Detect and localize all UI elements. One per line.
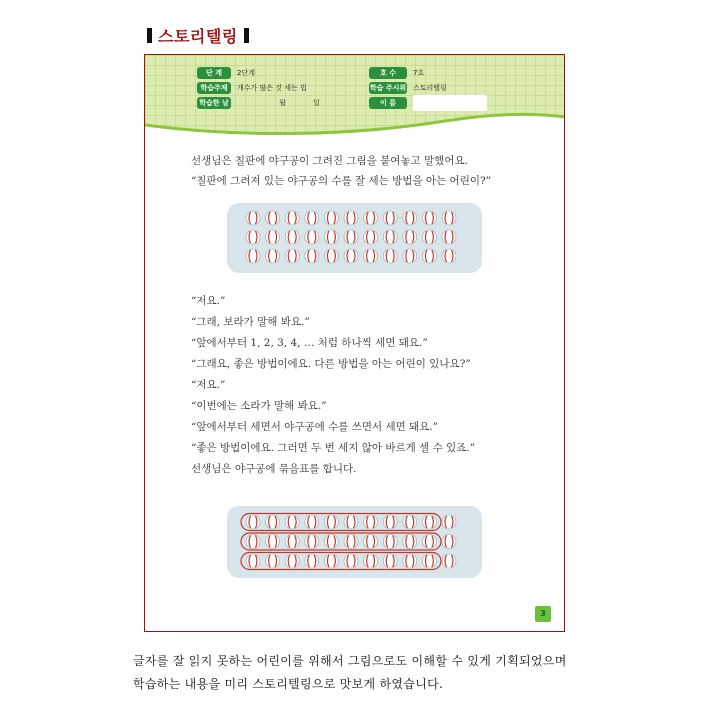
baseball-icon — [383, 554, 397, 568]
dialogue-line: “앞에서부터 1, 2, 3, 4, … 처럼 하나씩 세면 돼요.” — [191, 337, 428, 349]
baseball-icon — [266, 249, 280, 263]
baseball-icon — [442, 249, 456, 263]
baseball-grid — [227, 203, 482, 273]
baseball-icon — [305, 230, 319, 244]
baseball-icon — [285, 535, 299, 549]
baseball-icon — [442, 554, 456, 568]
baseball-icon — [344, 211, 358, 225]
baseball-icon — [285, 249, 299, 263]
baseball-icon — [246, 515, 260, 529]
baseball-icon — [324, 554, 338, 568]
baseball-icon — [246, 554, 260, 568]
baseball-icon — [383, 211, 397, 225]
grouped-baseball-grid — [227, 506, 482, 578]
topic-tag: 학습주제 — [197, 82, 231, 94]
baseball-icon — [422, 515, 436, 529]
title-bar-left — [147, 28, 152, 43]
time-value: 스토리텔링 — [413, 84, 447, 92]
baseball-icon — [344, 535, 358, 549]
baseball-icon — [324, 515, 338, 529]
baseball-icon — [383, 515, 397, 529]
baseball-grid-svg — [227, 203, 482, 273]
baseball-icon — [285, 211, 299, 225]
baseball-icon — [344, 230, 358, 244]
baseball-icon — [344, 554, 358, 568]
issue-tag: 호 수 — [369, 67, 407, 79]
baseball-icon — [442, 535, 456, 549]
dialogue-line: “좋은 방법이에요. 그러면 두 번 세지 않아 바르게 셀 수 있죠.” — [191, 442, 476, 454]
stage-tag: 단 계 — [197, 67, 231, 79]
baseball-icon — [442, 515, 456, 529]
baseball-icon — [246, 211, 260, 225]
baseball-icon — [364, 230, 378, 244]
dialogue-line: “앞에서부터 세면서 야구공에 수를 쓰면서 세면 돼요.” — [191, 421, 439, 433]
baseball-icon — [364, 211, 378, 225]
baseball-icon — [422, 535, 436, 549]
name-field[interactable] — [413, 95, 487, 111]
caption-line: 글자를 잘 읽지 못하는 어린이를 위해서 그림으로도 이해할 수 있게 기획되었으며 — [133, 654, 567, 668]
baseball-icon — [266, 211, 280, 225]
baseball-icon — [442, 230, 456, 244]
baseball-icon — [364, 515, 378, 529]
month-label: 월 — [279, 99, 286, 107]
title-bar-right — [244, 28, 249, 43]
topic-value: 개수가 많은 것 세는 법 — [237, 84, 307, 92]
baseball-icon — [324, 249, 338, 263]
baseball-icon — [403, 535, 417, 549]
baseball-icon — [266, 554, 280, 568]
dialogue-line: “저요.” — [191, 295, 226, 307]
baseball-icon — [403, 515, 417, 529]
baseball-icon — [266, 230, 280, 244]
issue-value: 7호 — [413, 69, 425, 77]
baseball-icon — [266, 515, 280, 529]
baseball-icon — [246, 249, 260, 263]
baseball-icon — [305, 535, 319, 549]
baseball-icon — [266, 535, 280, 549]
baseball-icon — [403, 554, 417, 568]
baseball-icon — [364, 535, 378, 549]
baseball-icon — [344, 515, 358, 529]
stage-value: 2단계 — [237, 69, 255, 77]
baseball-icon — [422, 230, 436, 244]
dialogue-line: “이번에는 소라가 말해 봐요.” — [191, 400, 327, 412]
name-tag: 이 름 — [369, 97, 407, 109]
header-wave — [145, 107, 564, 147]
baseball-icon — [324, 211, 338, 225]
baseball-icon — [403, 230, 417, 244]
baseball-icon — [344, 249, 358, 263]
grouped-baseball-grid-svg — [227, 506, 482, 578]
baseball-icon — [422, 211, 436, 225]
baseball-icon — [246, 535, 260, 549]
baseball-icon — [383, 535, 397, 549]
baseball-icon — [324, 230, 338, 244]
story-line: “칠판에 그려져 있는 야구공의 수를 잘 세는 방법을 아는 어린이?” — [191, 175, 491, 187]
dialogue-line: 선생님은 야구공에 묶음표를 합니다. — [191, 463, 357, 475]
baseball-icon — [305, 554, 319, 568]
baseball-icon — [422, 249, 436, 263]
worksheet-page — [144, 54, 565, 632]
baseball-icon — [422, 554, 436, 568]
page-number: 3 — [535, 606, 551, 622]
story-line: 선생님은 칠판에 야구공이 그려진 그림을 붙여놓고 말했어요. — [191, 155, 468, 167]
baseball-icon — [285, 554, 299, 568]
title-text: 스토리텔링 — [158, 26, 238, 46]
date-tag: 학습한 날 — [197, 97, 231, 109]
baseball-icon — [305, 515, 319, 529]
dialogue-line: “저요.” — [191, 379, 226, 391]
dialogue-line: “그래요, 좋은 방법이에요. 다른 방법을 아는 어린이 있나요?” — [191, 358, 471, 370]
baseball-icon — [246, 230, 260, 244]
dialogue-line: “그래, 보라가 말해 봐요.” — [191, 316, 310, 328]
baseball-icon — [403, 249, 417, 263]
baseball-icon — [383, 249, 397, 263]
baseball-icon — [364, 249, 378, 263]
baseball-icon — [285, 515, 299, 529]
baseball-icon — [364, 554, 378, 568]
baseball-icon — [442, 211, 456, 225]
baseball-icon — [305, 249, 319, 263]
time-tag: 학습 주시위 — [369, 84, 407, 92]
day-label: 일 — [313, 99, 320, 107]
baseball-icon — [324, 535, 338, 549]
baseball-icon — [403, 211, 417, 225]
section-title — [147, 24, 249, 46]
baseball-icon — [285, 230, 299, 244]
baseball-icon — [305, 211, 319, 225]
baseball-icon — [383, 230, 397, 244]
caption-line: 학습하는 내용을 미리 스토리텔링으로 맛보게 하였습니다. — [133, 677, 444, 691]
